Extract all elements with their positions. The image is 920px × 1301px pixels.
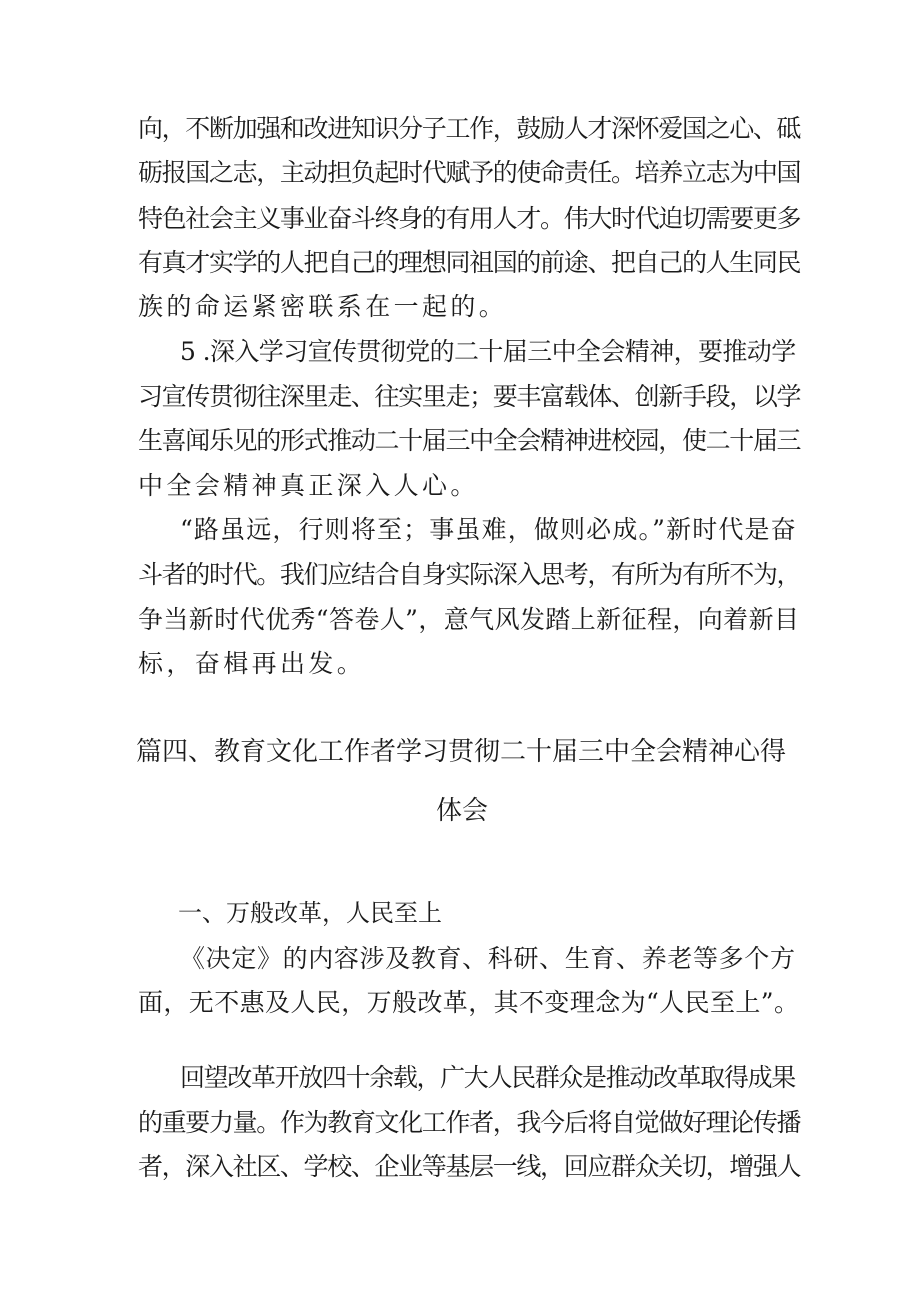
paragraph-3-line-2: 斗者的时代。我们应结合自身实际深入思考，有所为有所不为， <box>138 560 801 589</box>
paragraph-1-line-2: 砺报国之志，主动担负起时代赋予的使命责任。培养立志为中国 <box>138 158 801 187</box>
chapter-heading-line-2: 体会 <box>436 796 489 826</box>
section-heading: 一、万般改革，人民至上 <box>178 899 442 927</box>
paragraph-3-line-3: 争当新时代优秀“答卷人”，意气风发踏上新征程，向着新目 <box>138 605 800 634</box>
paragraph-2-line-1: 5 .深入学习宣传贯彻党的二十届三中全会精神，要推动学 <box>180 337 796 366</box>
paragraph-4-line-2: 面，无不惠及人民，万般改革，其不变理念为“人民至上”。 <box>138 988 800 1017</box>
paragraph-1-line-3: 特色社会主义事业奋斗终身的有用人才。伟大时代迫切需要更多 <box>138 204 801 233</box>
paragraph-4-line-1: 《决定》的内容涉及教育、科研、生育、养老等多个方 <box>180 944 796 973</box>
paragraph-2-line-4: 中全会精神真正深入人心。 <box>138 471 479 500</box>
paragraph-2-line-2: 习宣传贯彻往深里走、往实里走；要丰富载体、创新手段，以学 <box>138 382 801 411</box>
paragraph-1-line-5: 族的命运紧密联系在一起的。 <box>138 292 508 321</box>
paragraph-3-line-1: “路虽远，行则将至；事虽难，做则必成。”新时代是奋 <box>180 515 797 544</box>
paragraph-3-line-4: 标，奋楫再出发。 <box>138 649 366 678</box>
paragraph-2-line-3: 生喜闻乐见的形式推动二十届三中全会精神进校园，使二十届三 <box>138 426 801 455</box>
paragraph-1-line-1: 向，不断加强和改进知识分子工作，鼓励人才深怀爱国之心、砥 <box>138 114 801 143</box>
paragraph-5-line-2: 的重要力量。作为教育文化工作者，我今后将自觉做好理论传播 <box>138 1108 801 1137</box>
paragraph-5-line-1: 回望改革开放四十余载，广大人民群众是推动改革取得成果 <box>180 1063 795 1092</box>
chapter-heading-line-1: 篇四、教育文化工作者学习贯彻二十届三中全会精神心得 <box>136 737 787 767</box>
paragraph-5-line-3: 者，深入社区、学校、企业等基层一线，回应群众关切，增强人 <box>138 1152 801 1181</box>
paragraph-1-line-4: 有真才实学的人把自己的理想同祖国的前途、把自己的人生同民 <box>138 248 801 277</box>
